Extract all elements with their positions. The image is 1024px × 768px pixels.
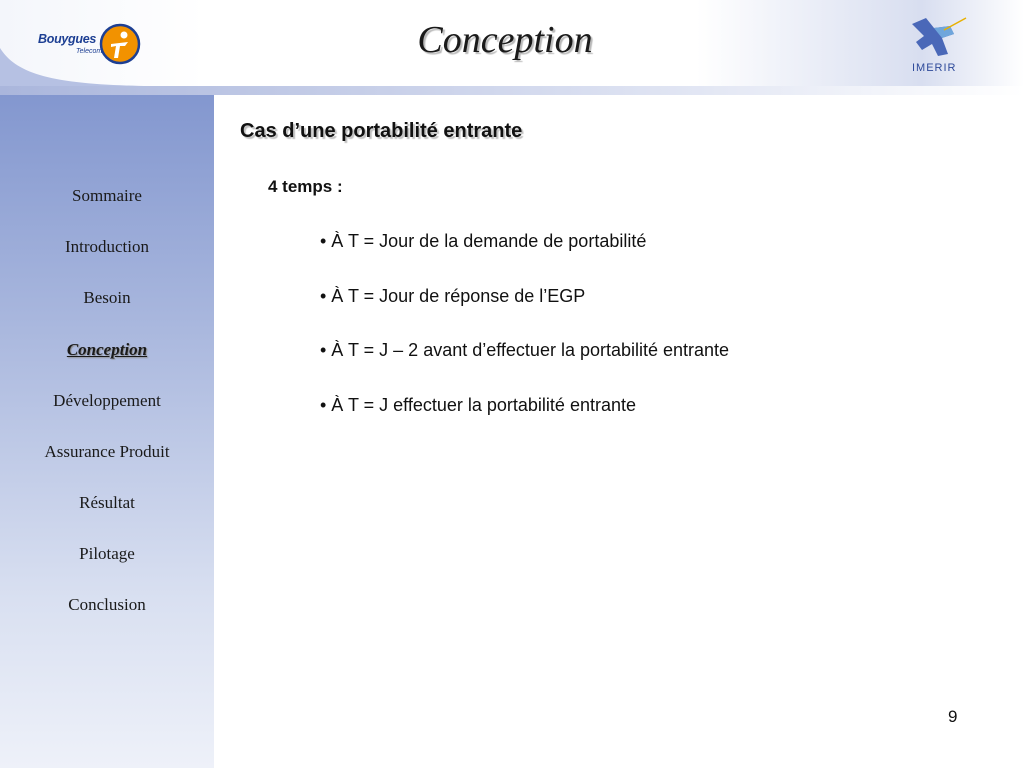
bouygues-logo-subtext: Telecom	[76, 48, 103, 55]
bullet-item: • À T = J effectuer la portabilité entrante	[320, 395, 636, 415]
bullet-item: • À T = Jour de la demande de portabilité	[320, 231, 647, 251]
sidebar-item-assurance-produit[interactable]: Assurance Produit	[44, 442, 170, 461]
intro-text: 4 temps :	[268, 177, 343, 196]
sidebar-item-introduction[interactable]: Introduction	[64, 237, 150, 256]
imerir-logo-text: IMERIR	[912, 62, 957, 74]
sidebar-item-sommaire[interactable]: Sommaire	[72, 186, 142, 205]
header-divider-bar	[0, 86, 1024, 95]
slide-title: Conception	[417, 19, 593, 61]
imerir-logo	[904, 14, 968, 76]
bullet-item: • À T = Jour de réponse de l’EGP	[320, 286, 586, 306]
section-title: Cas d’une portabilité entrante	[240, 120, 523, 142]
bouygues-logo-text: Bouygues	[38, 32, 97, 46]
sidebar	[0, 95, 214, 768]
imerir-logo-mark	[904, 14, 968, 62]
sidebar-item-developpement[interactable]: Développement	[53, 391, 161, 410]
bullet-item: • À T = J – 2 avant d’effectuer la portabilité entrante	[320, 340, 730, 360]
sidebar-item-conception[interactable]: Conception	[66, 340, 148, 359]
sidebar-item-besoin[interactable]: Besoin	[83, 288, 131, 307]
sidebar-item-resultat[interactable]: Résultat	[79, 493, 135, 512]
page-number: 9	[948, 707, 958, 726]
sidebar-item-pilotage[interactable]: Pilotage	[79, 544, 135, 563]
sidebar-item-conclusion[interactable]: Conclusion	[68, 595, 146, 614]
